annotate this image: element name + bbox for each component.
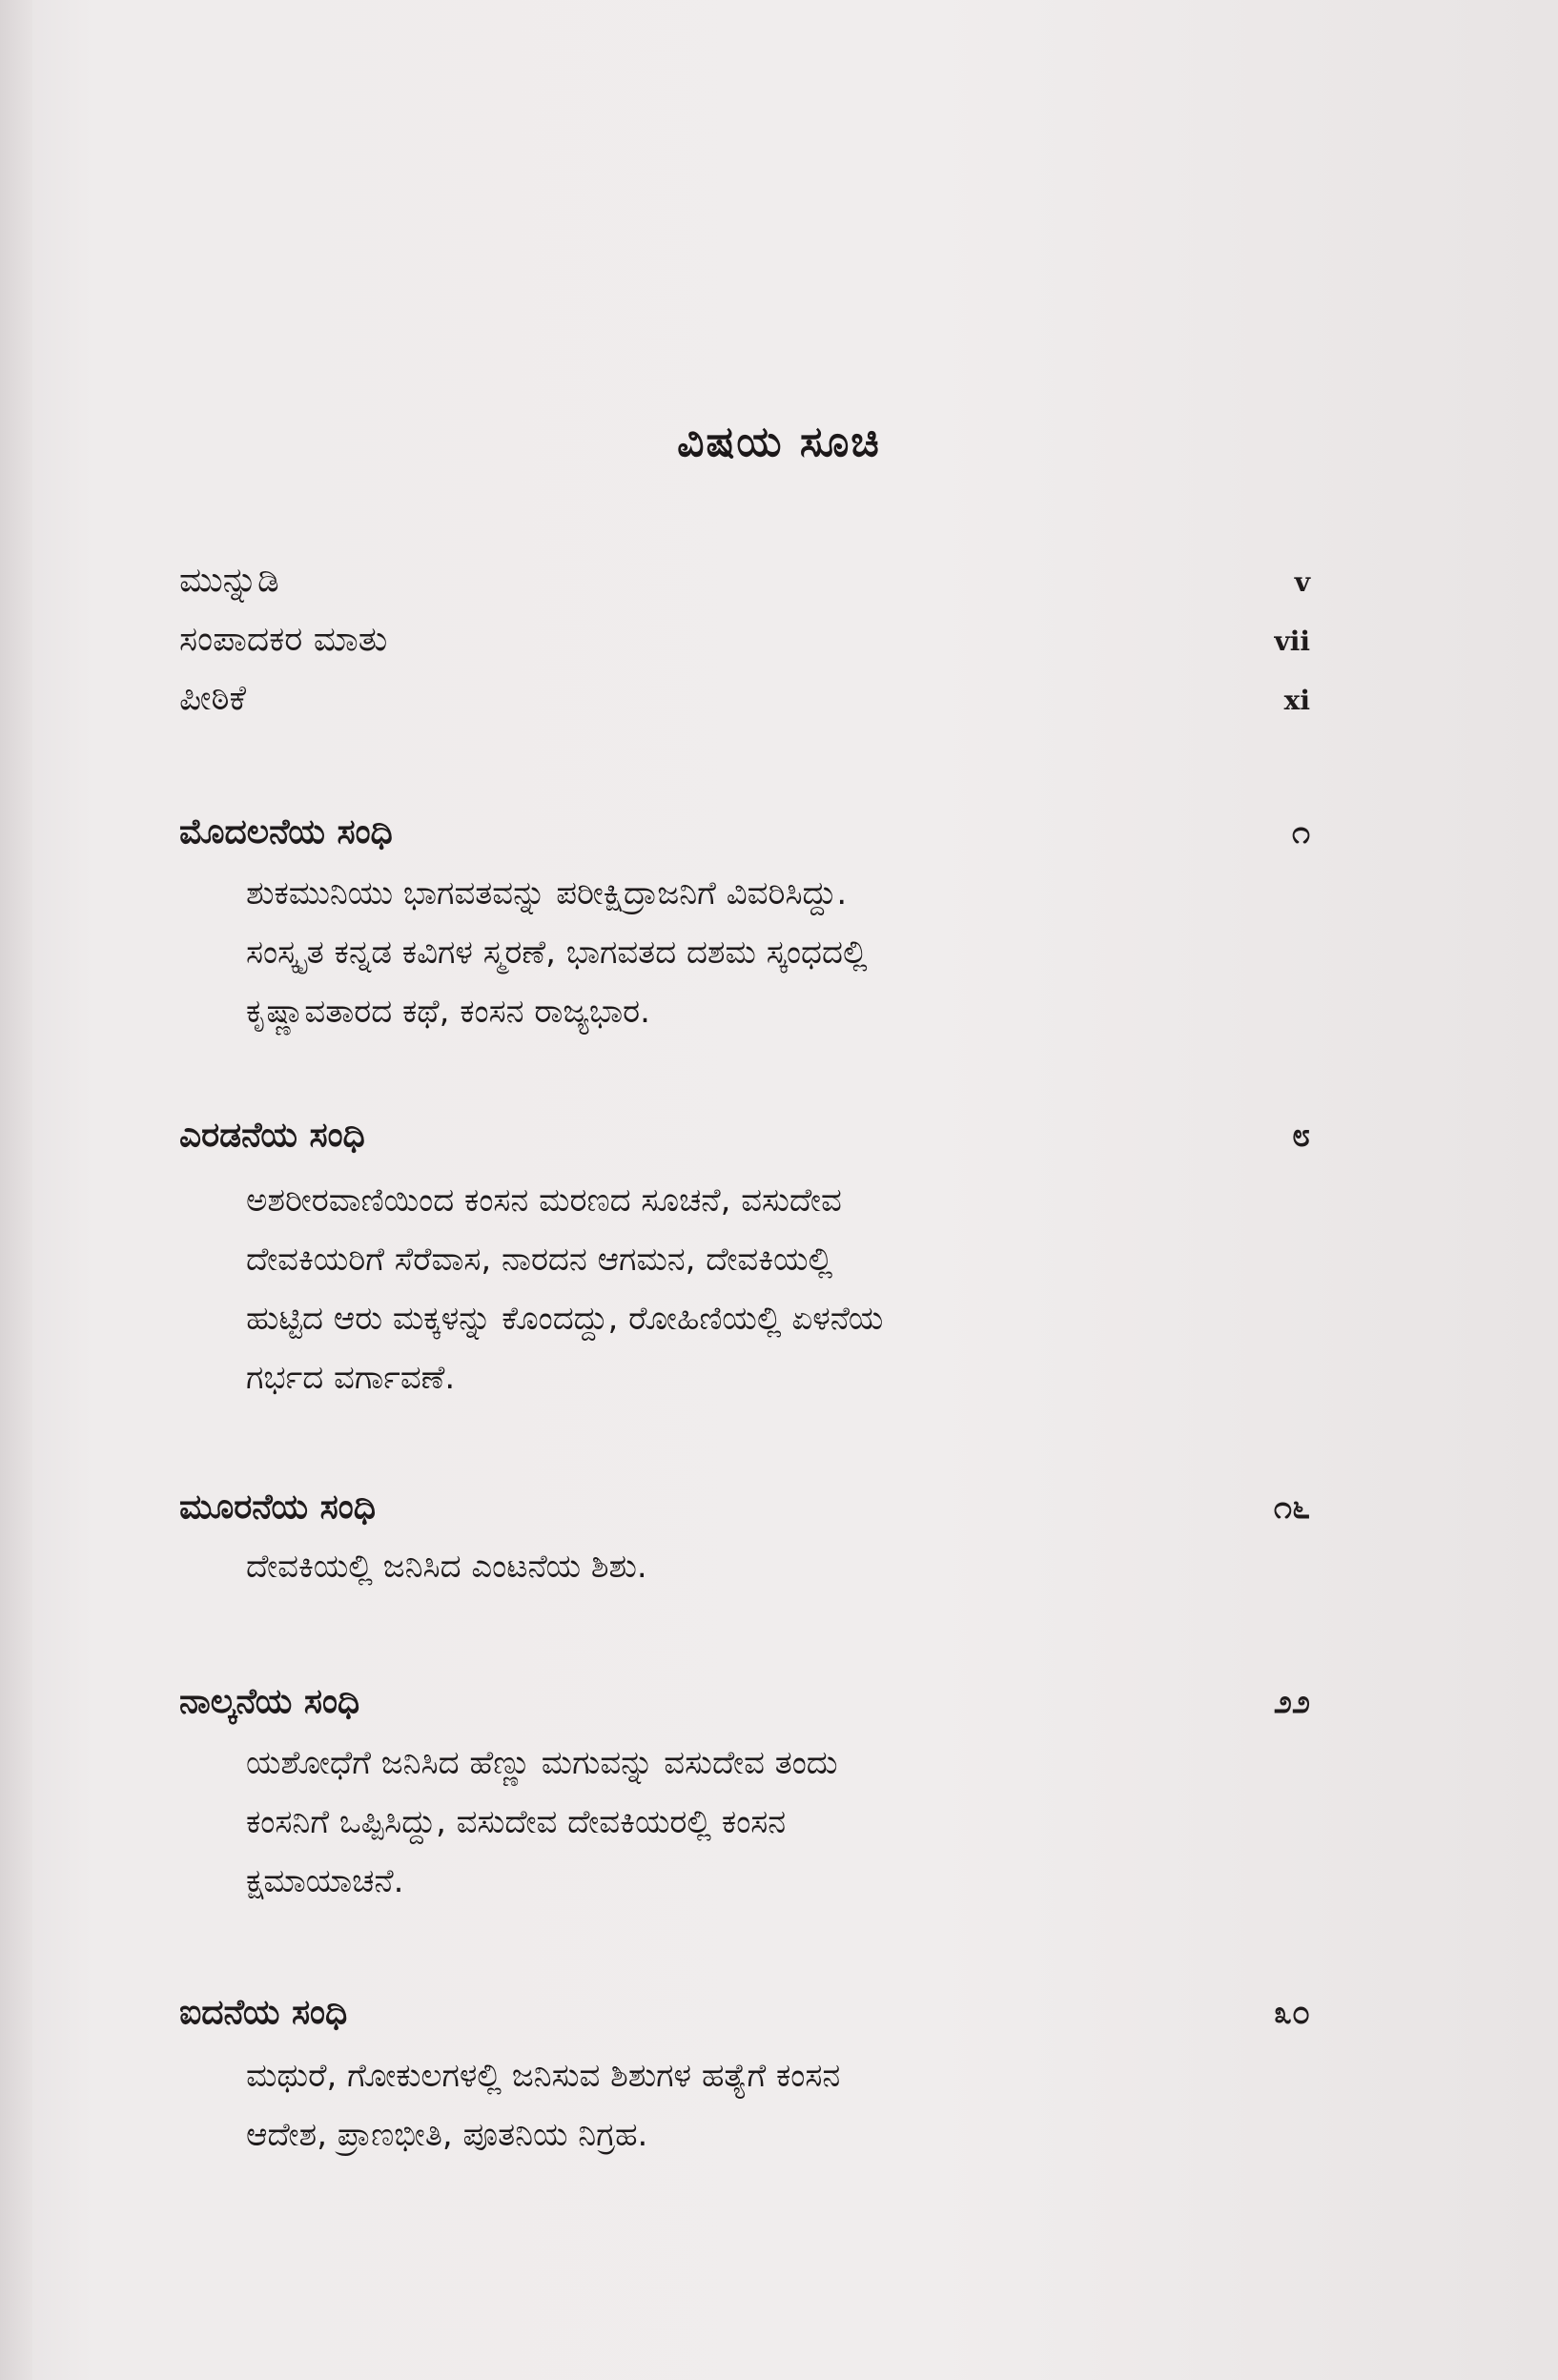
chapter-summary — [246, 1734, 1199, 1911]
summary-line: ಕ್ಷಮಾಯಾಚನೆ. — [246, 1862, 404, 1900]
chapter-title: ನಾಲ್ಕನೆಯ ಸಂಧಿ — [179, 1682, 360, 1721]
chapter-title: ಮೊದಲನೆಯ ಸಂಧಿ — [179, 812, 393, 851]
chapter-title: ಐದನೆಯ ಸಂಧಿ — [179, 1993, 348, 2032]
toc-front-item — [179, 561, 1310, 601]
chapter-page: ೨೨ — [1273, 1683, 1310, 1721]
chapter-title: ಮೂರನೆಯ ಸಂಧಿ — [179, 1488, 376, 1527]
summary-line: ಗರ್ಭದ ವರ್ಗಾವಣೆ. — [246, 1359, 456, 1397]
summary-line: ಸಂಸ್ಕೃತ ಕನ್ನಡ ಕವಿಗಳ ಸ್ಮರಣೆ, ಭಾಗವತದ ದಶಮ ಸ್ಕಂಧದಲ್ಲಿ — [246, 934, 868, 972]
page-title: ವಿಷಯ ಸೂಚಿ — [677, 418, 881, 466]
summary-line: ಮಥುರೆ, ಗೋಕುಲಗಳಲ್ಲಿ ಜನಿಸುವ ಶಿಶುಗಳ ಹತ್ಯೆಗೆ ಕಂಸನ — [246, 2057, 841, 2095]
summary-line: ಆದೇಶ, ಪ್ರಾಣಭೀತಿ, ಪೂತನಿಯ ನಿಗ್ರಹ. — [246, 2116, 648, 2154]
summary-line: ಹುಟ್ಟಿದ ಆರು ಮಕ್ಕಳನ್ನು ಕೊಂದದ್ದು, ರೋಹಿಣಿಯಲ್ಲಿ ಏಳನೆಯ — [246, 1300, 884, 1338]
summary-line: ದೇವಕಿಯರಿಗೆ ಸೆರೆವಾಸ, ನಾರದನ ಆಗಮನ, ದೇವಕಿಯಲ್ಲಿ — [246, 1241, 833, 1279]
summary-line: ಅಶರೀರವಾಣಿಯಿಂದ ಕಂಸನ ಮರಣದ ಸೂಚನೆ, ವಸುದೇವ — [246, 1181, 842, 1220]
toc-chapter-heading — [179, 1993, 1310, 2033]
page-gutter — [0, 0, 32, 2380]
toc-chapter-heading — [179, 1116, 1310, 1156]
chapter-summary — [246, 1171, 1199, 1407]
chapter-page: ೮ — [1291, 1117, 1310, 1155]
toc-front-label: ಮುನ್ನುಡಿ — [179, 561, 279, 600]
toc-front-label: ಪೀಠಿಕೆ — [179, 679, 247, 718]
toc-front-item — [179, 620, 1310, 660]
toc-front-item — [179, 679, 1310, 719]
toc-front-page: vii — [1274, 626, 1310, 657]
chapter-summary — [246, 864, 1199, 1041]
summary-line: ಕೃಷ್ಣಾವತಾರದ ಕಥೆ, ಕಂಸನ ರಾಜ್ಯಭಾರ. — [246, 993, 650, 1031]
chapter-page: ೧೬ — [1273, 1488, 1310, 1527]
chapter-summary — [246, 1537, 1199, 1596]
chapter-page: ೧ — [1291, 813, 1310, 851]
toc-front-label: ಸಂಪಾದಕರ ಮಾತು — [179, 620, 388, 659]
chapter-summary — [246, 2046, 1199, 2165]
toc-chapter-heading — [179, 812, 1310, 852]
summary-line: ದೇವಕಿಯಲ್ಲಿ ಜನಿಸಿದ ಎಂಟನೆಯ ಶಿಶು. — [246, 1548, 647, 1586]
toc-front-page: v — [1294, 566, 1310, 598]
summary-line: ಕಂಸನಿಗೆ ಒಪ್ಪಿಸಿದ್ದು, ವಸುದೇವ ದೇವಕಿಯರಲ್ಲಿ ಕಂಸನ — [246, 1803, 787, 1841]
toc-chapter-heading — [179, 1488, 1310, 1528]
toc-chapter-heading — [179, 1682, 1310, 1722]
chapter-page: ೩೦ — [1273, 1994, 1310, 2032]
summary-line: ಶುಕಮುನಿಯು ಭಾಗವತವನ್ನು ಪರೀಕ್ಷಿದ್ರಾಜನಿಗೆ ವಿವರಿಸಿದ್ದು. — [246, 874, 848, 913]
summary-line: ಯಶೋಧೆಗೆ ಜನಿಸಿದ ಹೆಣ್ಣು ಮಗುವನ್ನು ವಸುದೇವ ತಂದು — [246, 1744, 838, 1782]
chapter-title: ಎರಡನೆಯ ಸಂಧಿ — [179, 1116, 365, 1155]
toc-front-page: xi — [1283, 685, 1310, 716]
